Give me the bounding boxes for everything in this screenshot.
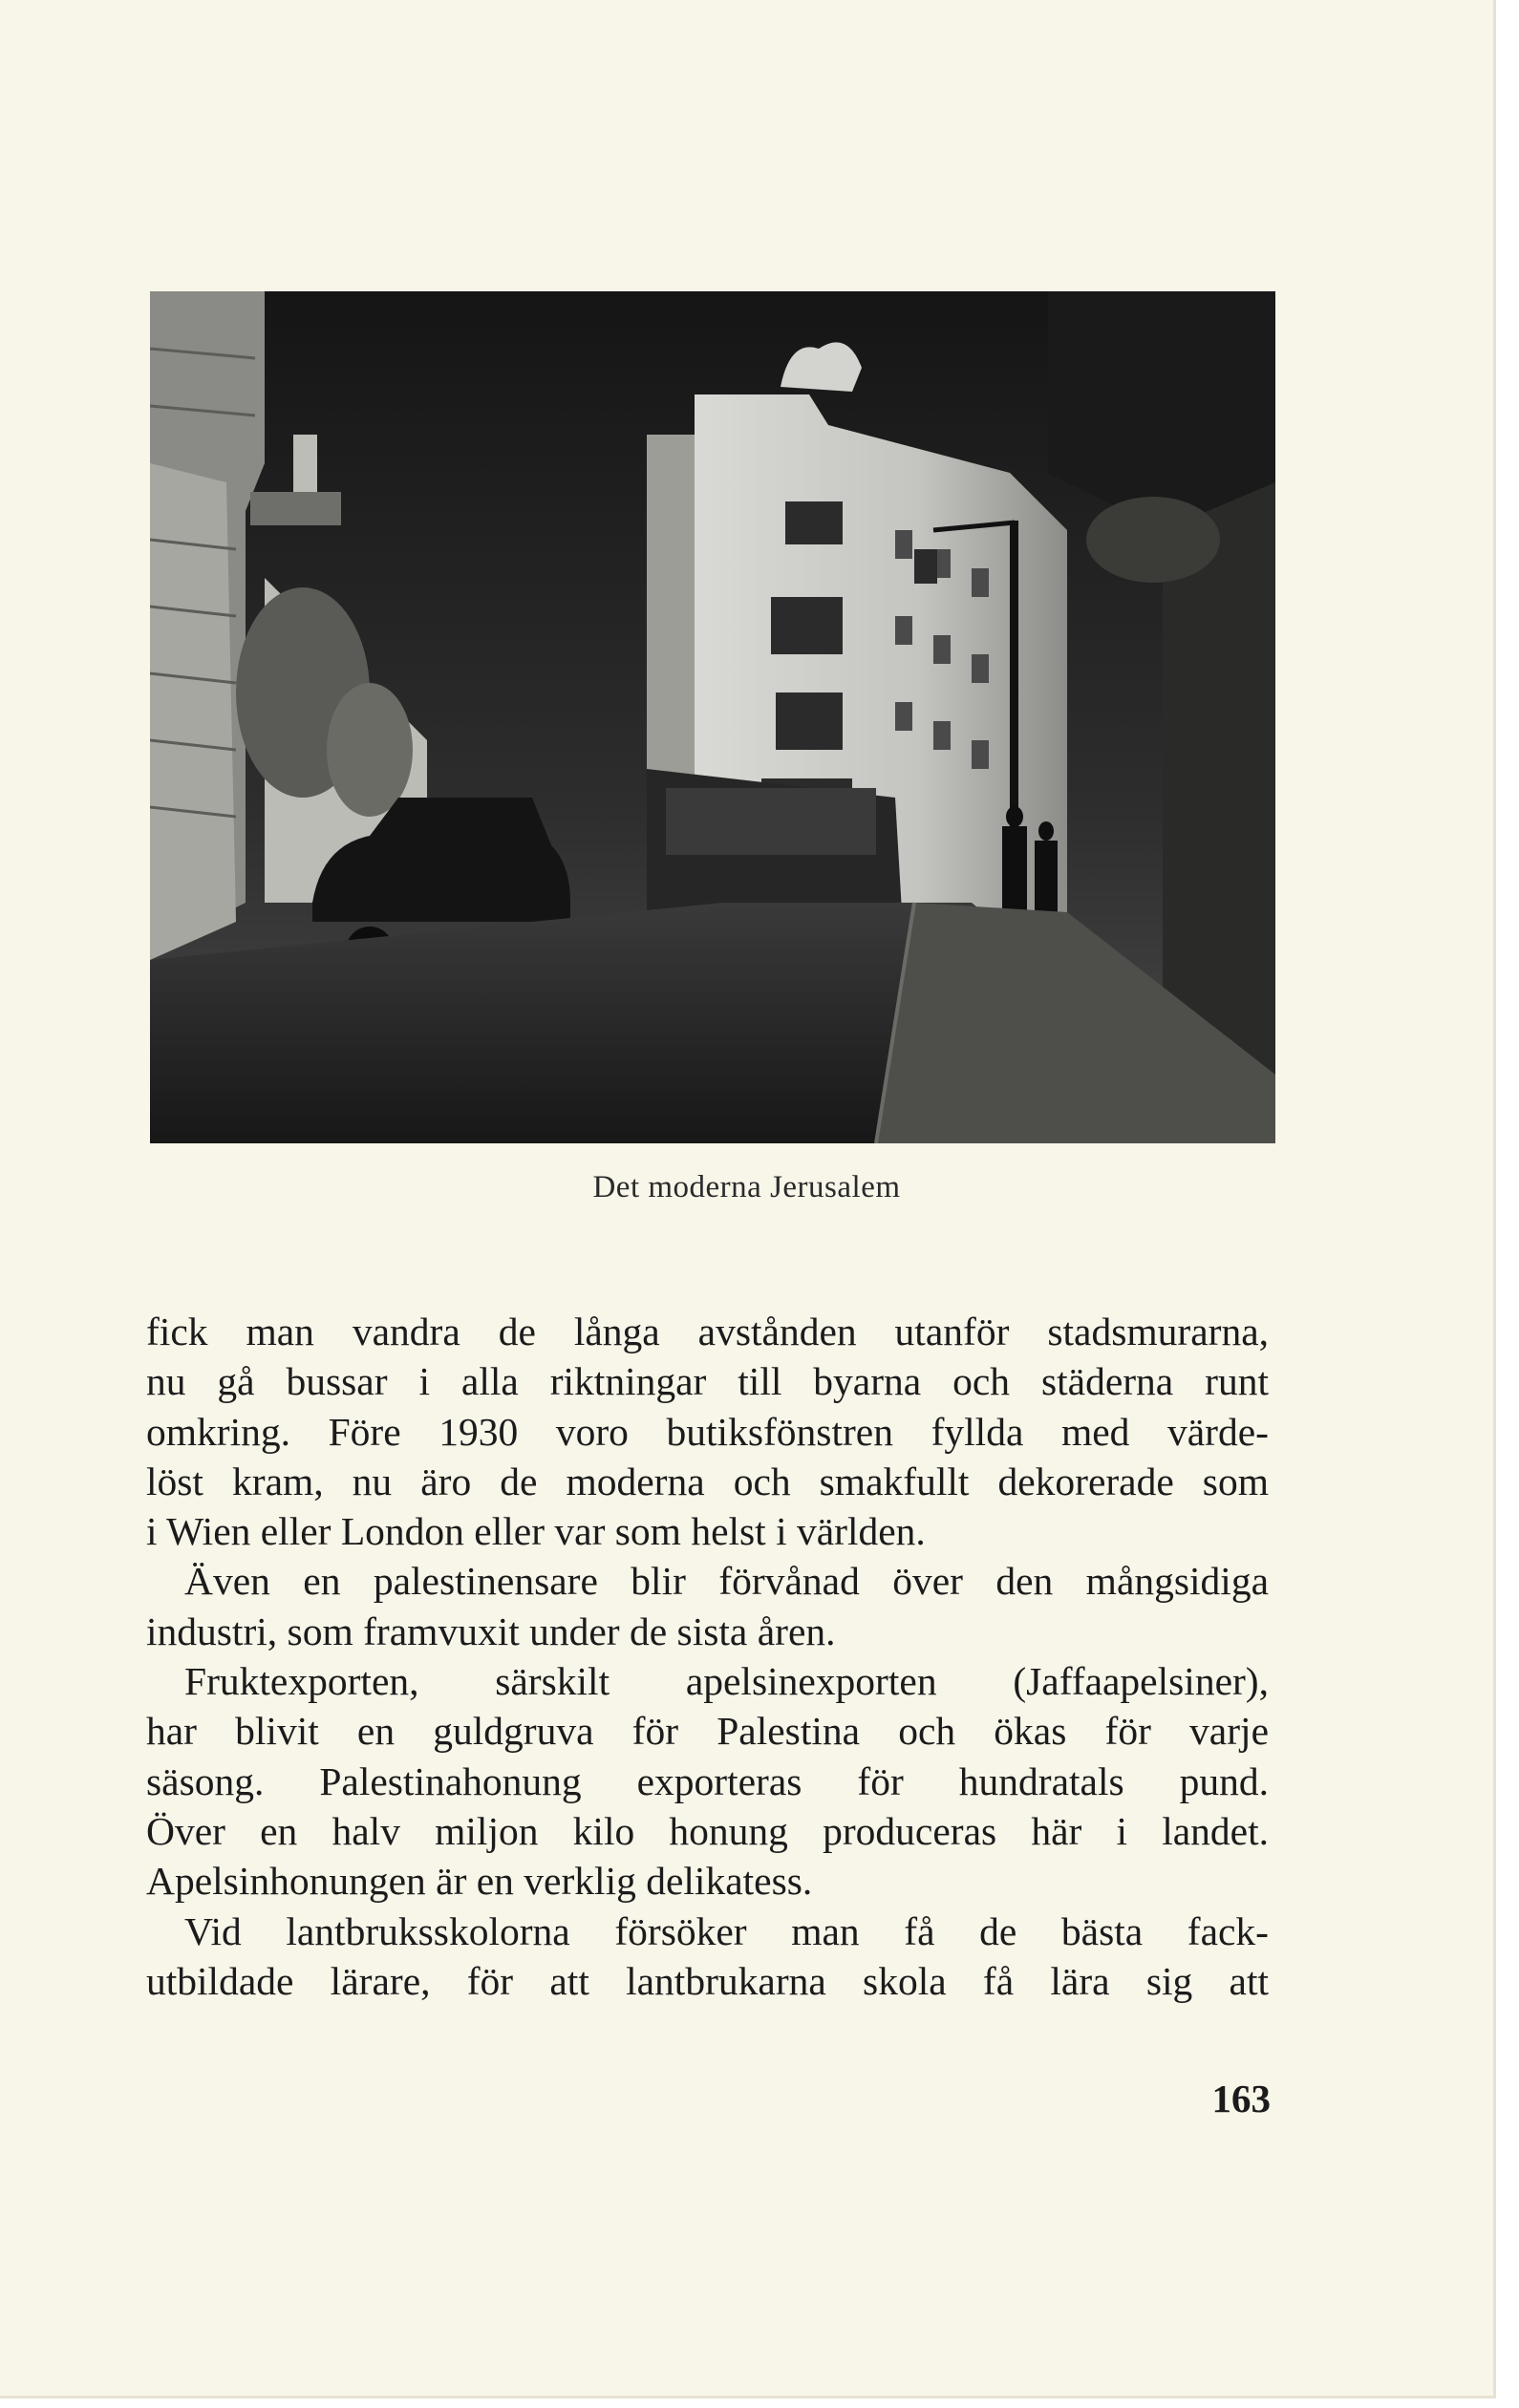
text-line: Över en halv miljon kilo honung produceras här i landet. bbox=[146, 1808, 1269, 1853]
text-line: Även en palestinensare blir förvånad över den mångsidiga bbox=[184, 1559, 1269, 1604]
paragraph bbox=[146, 1656, 1269, 1906]
text-line: industri, som framvuxit under de sista åren. bbox=[146, 1609, 836, 1653]
paragraph bbox=[146, 1307, 1269, 1556]
text-line: har blivit en guldgruva för Palestina och ökas för varje bbox=[146, 1709, 1269, 1754]
paragraph bbox=[146, 1907, 1269, 2007]
text-line: löst kram, nu äro de moderna och smakfullt dekorerade som bbox=[146, 1459, 1269, 1503]
figure-caption: Det moderna Jerusalem bbox=[592, 1170, 901, 1204]
text-line: fick man vandra de långa avstånden utanför stadsmurarna, bbox=[146, 1310, 1269, 1353]
street-scene-illustration bbox=[150, 291, 1275, 1143]
text-line: i Wien eller London eller var som helst i världen. bbox=[146, 1509, 926, 1554]
text-line: Fruktexporten, särskilt apelsinexporten (Jaffaapelsiner), bbox=[184, 1659, 1269, 1704]
paragraph bbox=[146, 1556, 1269, 1656]
page-number: 163 bbox=[1211, 2077, 1271, 2120]
text-line: nu gå bussar i alla riktningar till byarna och städerna runt bbox=[146, 1359, 1269, 1404]
text-line: utbildade lärare, för att lantbrukarna skola få lära sig att bbox=[146, 1958, 1269, 2003]
text-line: Apelsinhonungen är en verklig delikatess. bbox=[146, 1859, 813, 1904]
text-line: säsong. Palestinahonung exporteras för hundratals pund. bbox=[146, 1758, 1269, 1803]
body-text bbox=[146, 1307, 1269, 2006]
street-photograph bbox=[150, 291, 1275, 1143]
text-line: Vid lantbruksskolorna försöker man få de bästa fack- bbox=[184, 1908, 1269, 1953]
text-line: omkring. Före 1930 voro butiksfönstren fyllda med värde- bbox=[146, 1409, 1269, 1454]
